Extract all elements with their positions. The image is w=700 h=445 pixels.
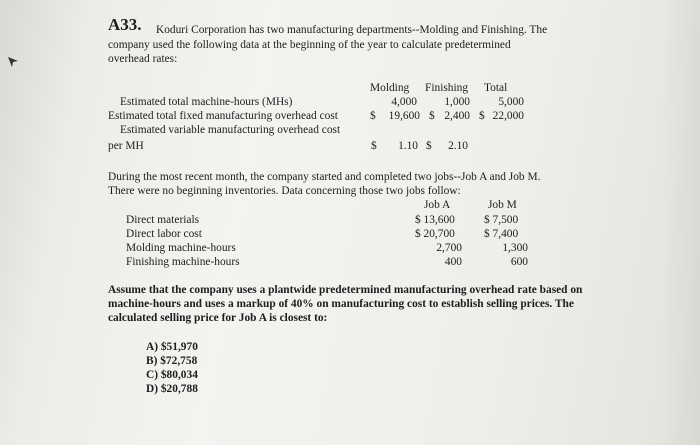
row-mh-total: 5,000 (498, 96, 524, 108)
header-molding: Molding (370, 82, 410, 94)
row-fixed-molding-currency: $ (370, 110, 376, 122)
row-fixed-total-currency: $ (479, 110, 485, 122)
problem-number: A33. (108, 15, 142, 34)
row-variable-finishing: 2.10 (448, 140, 468, 152)
header-finishing: Finishing (425, 82, 469, 94)
row-mh-molding: 4,000 (391, 96, 417, 108)
intro-line-2: company used the following data at the beginning of the year to calculate predetermined (108, 39, 511, 51)
job-row-job-a: 2,700 (436, 242, 462, 254)
job-row-job-a: $ 20,700 (415, 228, 455, 240)
row-mh-finishing: 1,000 (444, 96, 470, 108)
job-row-job-m: 600 (510, 256, 528, 268)
answer-option-b[interactable]: B) $72,758 (146, 355, 198, 367)
row-fixed-label: Estimated total fixed manufacturing overhead cost (108, 110, 338, 122)
job-row-label: Direct materials (126, 214, 200, 226)
job-row-job-a: $ 13,600 (415, 214, 455, 226)
jobs-intro-line-2: There were no beginning inventories. Data concerning those two jobs follow: (108, 185, 461, 197)
intro-line-1: Koduri Corporation has two manufacturing departments--Molding and Finishing. The (156, 24, 548, 36)
jobs-intro-line-1: During the most recent month, the company started and completed two jobs--Job A and Job M. (108, 171, 541, 183)
row-fixed-finishing: 2,400 (444, 110, 470, 122)
row-variable-molding: 1.10 (398, 140, 418, 152)
answer-option-a[interactable]: A) $51,970 (146, 341, 198, 353)
header-job-m: Job M (488, 199, 517, 211)
answer-option-c[interactable]: C) $80,034 (146, 369, 198, 381)
job-row-label: Direct labor cost (126, 228, 202, 240)
job-row-job-m: $ 7,500 (484, 214, 519, 226)
row-variable-label: Estimated variable manufacturing overhead cost (120, 124, 341, 136)
row-fixed-finishing-currency: $ (429, 110, 435, 122)
job-row-label: Finishing machine-hours (126, 256, 240, 268)
job-row-job-a: 400 (444, 256, 462, 268)
row-fixed-molding: 19,600 (388, 110, 420, 122)
job-row-job-m: $ 7,400 (484, 228, 519, 240)
intro-line-3: overhead rates: (108, 53, 178, 65)
row-variable-label-cont: per MH (108, 140, 144, 152)
row-variable-finishing-currency: $ (426, 140, 432, 152)
job-row-label: Molding machine-hours (126, 242, 236, 254)
photo-edge-shadow (660, 0, 700, 445)
job-row-job-m: 1,300 (502, 242, 528, 254)
question-line-3: calculated selling price for Job A is closest to: (108, 312, 328, 324)
arrow-cursor-icon (6, 55, 20, 69)
row-mh-label: Estimated total machine-hours (MHs) (120, 96, 293, 108)
question-line-1: Assume that the company uses a plantwide predetermined manufacturing overhead rate based on (108, 284, 583, 296)
row-fixed-total: 22,000 (492, 110, 524, 122)
header-job-a: Job A (424, 199, 451, 211)
row-variable-molding-currency: $ (371, 140, 377, 152)
answer-option-d[interactable]: D) $20,788 (146, 383, 198, 395)
header-total: Total (484, 82, 508, 94)
question-line-2: machine-hours and uses a markup of 40% on manufacturing cost to establish selling prices. The (108, 298, 574, 310)
